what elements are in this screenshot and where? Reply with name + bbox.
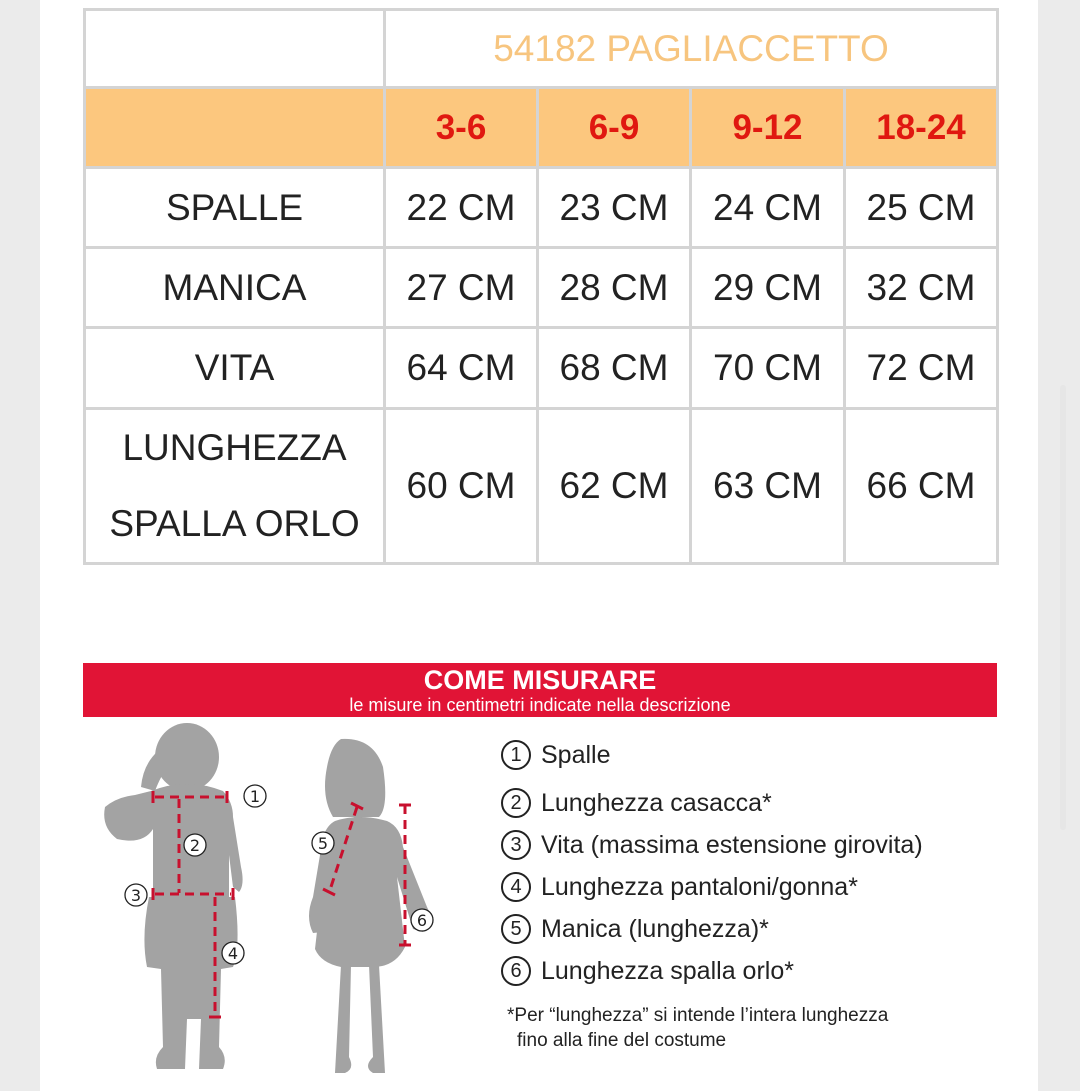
measurement-cell: 68 CM [538,328,691,409]
measurement-cell: 29 CM [691,248,845,328]
title-row [85,10,998,88]
row-label [85,409,385,564]
measurement-cell: 24 CM [691,168,845,248]
marker-label: 2 [189,836,201,855]
size-header: 9-12 [691,88,845,168]
size-header: 3-6 [385,88,538,168]
measure-legend [501,735,1001,991]
measurement-illustration [83,717,503,1083]
number-circle-icon: 2 [501,788,531,818]
legend-label: Lunghezza spalla orlo* [541,956,794,985]
size-header-row [85,88,998,168]
measurement-cell: 28 CM [538,248,691,328]
how-to-measure-panel [83,663,997,1083]
table-row [85,248,998,328]
marker-icon [312,832,334,854]
marker-label: 4 [227,944,239,963]
measurement-cell: 27 CM [385,248,538,328]
number-circle-icon: 3 [501,830,531,860]
how-to-measure-subtitle: le misure in centimetri indicate nella descrizione [349,695,731,715]
legend-label: Vita (massima estensione girovita) [541,830,923,859]
legend-label: Lunghezza pantaloni/gonna* [541,872,858,901]
number-circle-icon: 6 [501,956,531,986]
number-circle-icon: 4 [501,872,531,902]
measurement-cell: 22 CM [385,168,538,248]
length-note [507,1003,888,1053]
how-to-measure-banner [83,663,997,717]
marker-label: 3 [130,886,142,905]
size-header: 18-24 [845,88,998,168]
blank-header-cell [85,88,385,168]
row-label: MANICA [85,248,385,328]
legend-item [501,735,1001,775]
row-label-line: LUNGHEZZA [122,427,347,468]
scrollbar[interactable] [1060,385,1066,830]
number-circle-icon: 5 [501,914,531,944]
row-label: VITA [85,328,385,409]
measurement-cell: 25 CM [845,168,998,248]
blank-corner-cell [85,10,385,88]
measurement-cell: 60 CM [385,409,538,564]
legend-label: Lunghezza casacca* [541,788,772,817]
measurement-cell: 32 CM [845,248,998,328]
table-row [85,409,998,564]
legend-item [501,783,1001,823]
row-label: SPALLE [85,168,385,248]
girl-silhouette [309,739,430,1073]
marker-icon [411,909,433,931]
legend-item [501,909,1001,949]
measurement-cell: 62 CM [538,409,691,564]
note-line: *Per “lunghezza” si intende l’intera lunghezza [507,1005,889,1026]
marker-icon [244,785,266,807]
marker-label: 1 [249,787,261,806]
legend-label: Spalle [541,740,611,769]
how-to-measure-title: COME MISURARE [423,665,657,695]
measurement-cell: 70 CM [691,328,845,409]
marker-label: 5 [317,834,329,853]
measurement-cell: 23 CM [538,168,691,248]
measurement-cell: 63 CM [691,409,845,564]
number-circle-icon: 1 [501,740,531,770]
size-chart-table [83,8,999,565]
row-label-line: SPALLA ORLO [109,503,360,544]
legend-item [501,867,1001,907]
marker-icon [125,884,147,906]
measurement-cell: 64 CM [385,328,538,409]
measurement-cell: 66 CM [845,409,998,564]
note-line: fino alla fine del costume [517,1030,727,1051]
marker-icon [222,942,244,964]
table-row [85,168,998,248]
legend-item [501,825,1001,865]
legend-item [501,951,1001,991]
product-title: 54182 PAGLIACCETTO [385,10,998,88]
table-row [85,328,998,409]
measurement-cell: 72 CM [845,328,998,409]
marker-icon [184,834,206,856]
size-header: 6-9 [538,88,691,168]
legend-label: Manica (lunghezza)* [541,914,769,943]
marker-label: 6 [416,911,428,930]
